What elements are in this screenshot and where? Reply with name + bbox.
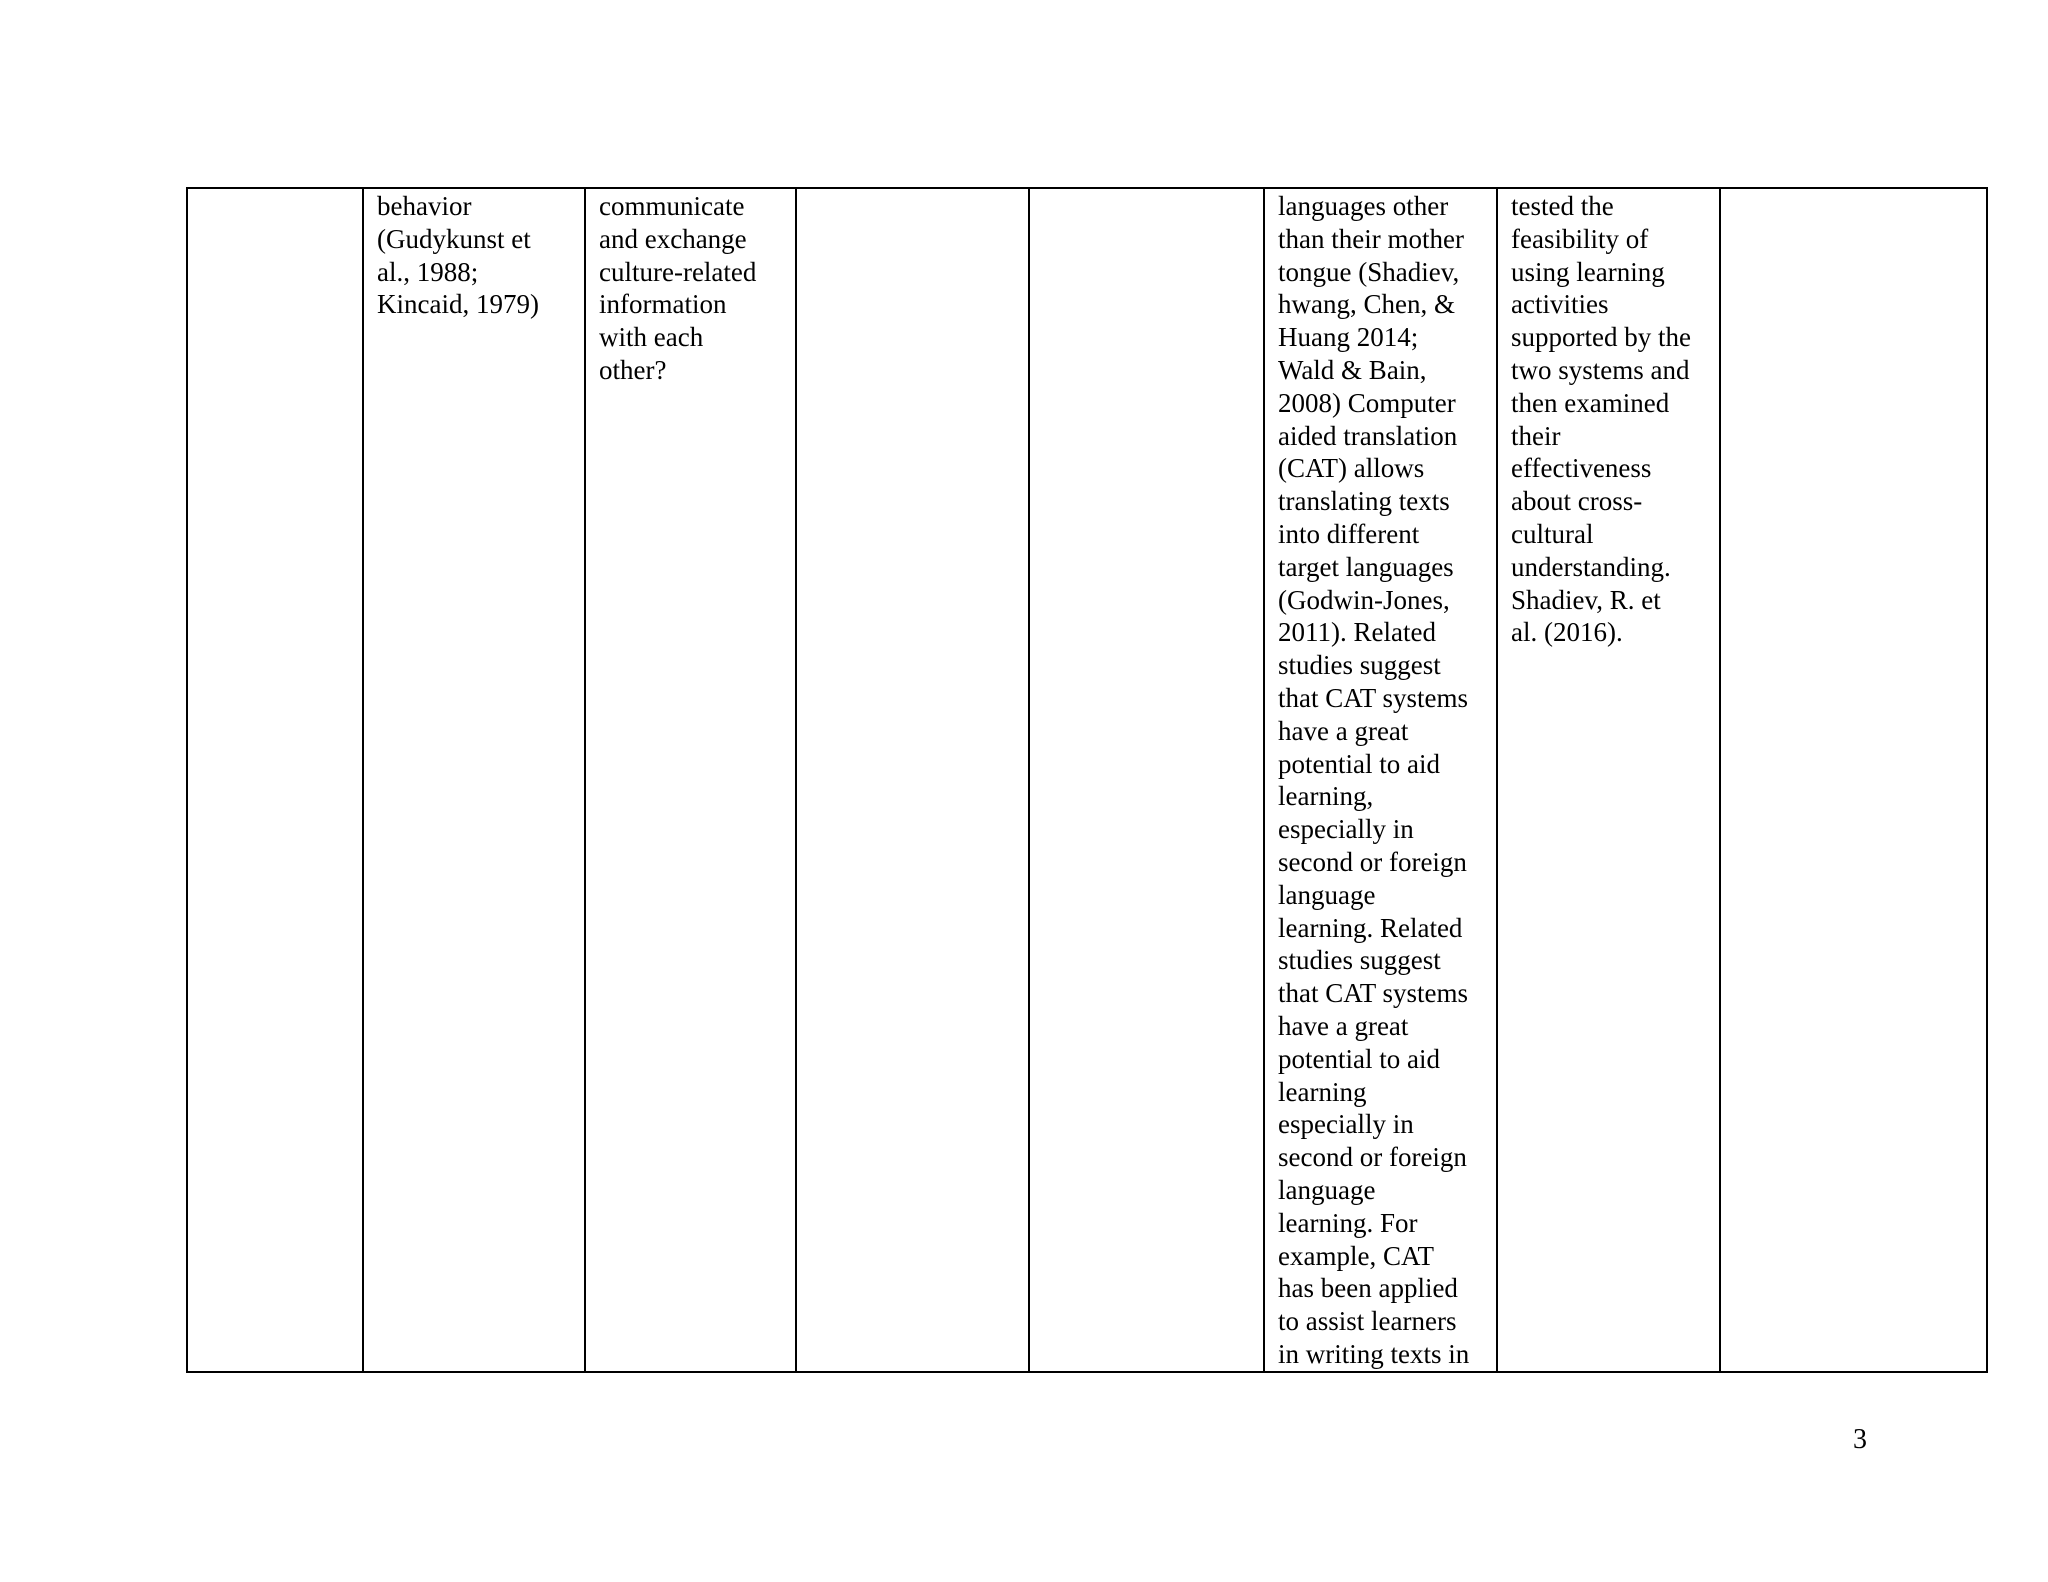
literature-table: [186, 187, 1988, 1373]
table-cell-col-6: languages other than their mother tongue (Shadiev, hwang, Chen, & Huang 2014; Wald & Bain, 2008) Computer aided translation (CAT) allows translating texts into different target languages (Godwin-Jones, 2011). Related studies suggest that CAT systems have a great potential to aid learning, especially in second or foreign language learning. Related studies suggest that CAT systems have a great potential to aid learning especially in second or foreign language learning. For example, CAT has been applied to assist learners in writing texts in: [1264, 188, 1497, 1372]
table-cell-col-3: communicate and exchange culture-related information with each other?: [585, 188, 796, 1372]
table-cell-col-1: [187, 188, 363, 1372]
table-row: [187, 188, 1987, 1372]
page-number: 3: [1853, 1424, 1867, 1455]
table-cell-col-4: [796, 188, 1029, 1372]
table-cell-col-5: [1029, 188, 1264, 1372]
table-cell-col-7: tested the feasibility of using learning activities supported by the two systems and then examined their effectiveness about cross- cultural understanding. Shadiev, R. et al. (2016).: [1497, 188, 1720, 1372]
table-cell-col-2: behavior (Gudykunst et al., 1988; Kincaid, 1979): [363, 188, 585, 1372]
table-cell-col-8: [1720, 188, 1987, 1372]
